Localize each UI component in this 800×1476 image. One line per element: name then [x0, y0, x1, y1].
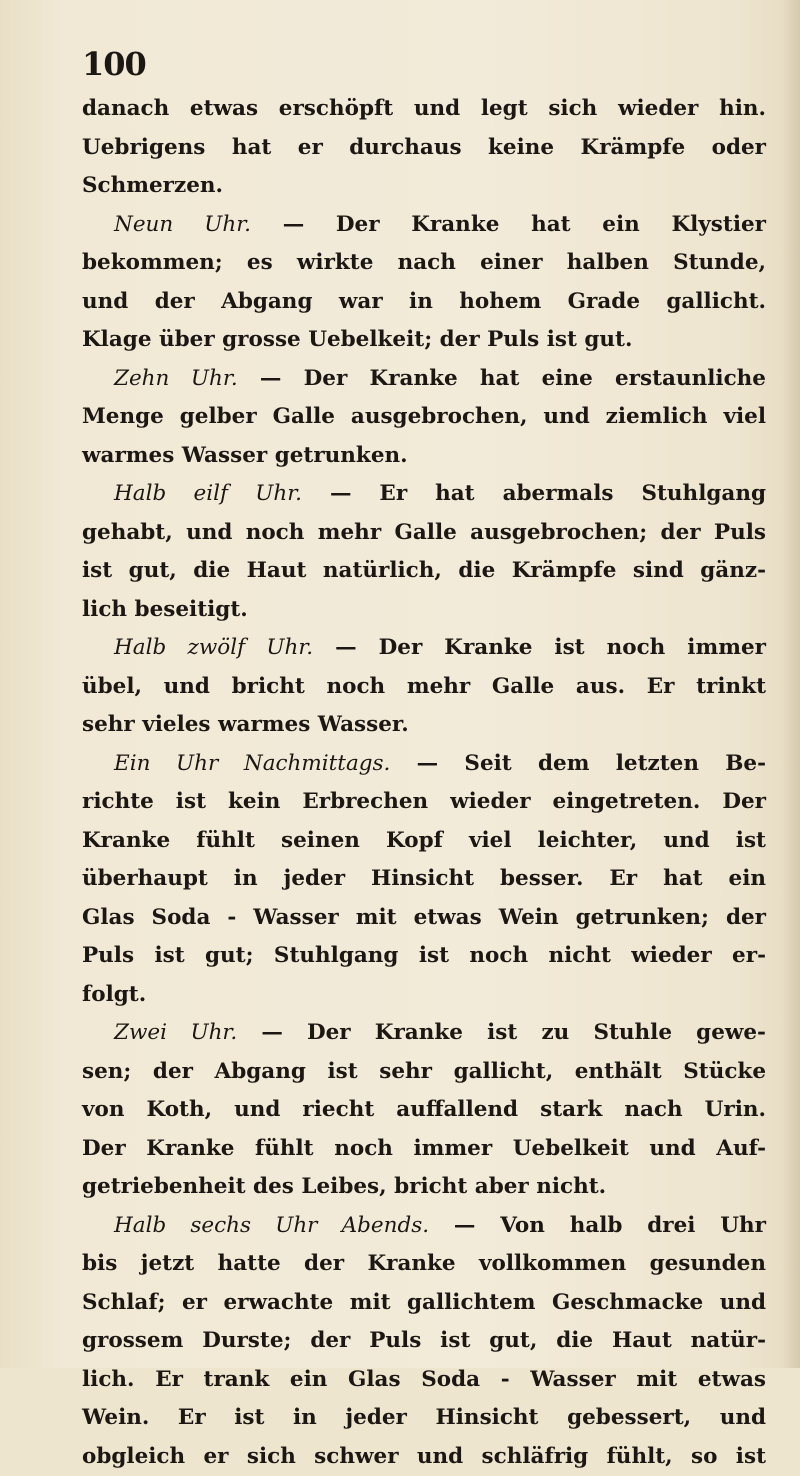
line-text: — Er hat abermals Stuhlgang — [330, 481, 766, 506]
entry-first-line — [82, 1207, 766, 1246]
entry-time: Halb sechs Uhr Abends. — [114, 1213, 429, 1238]
line-text: übel, und bricht noch mehr Galle aus. Er trinkt — [82, 674, 766, 699]
text-line — [82, 937, 766, 976]
text-line — [82, 90, 766, 129]
text-line — [82, 591, 766, 630]
text-line — [82, 321, 766, 360]
line-text: ist gut, die Haut natürlich, die Krämpfe sind gänz- — [82, 558, 766, 583]
text-line — [82, 283, 766, 322]
page-number: 100 — [82, 48, 146, 80]
line-text: von Koth, und riecht auffallend stark nach Urin. — [82, 1097, 766, 1122]
line-text: grossem Durste; der Puls ist gut, die Haut natür- — [82, 1328, 766, 1353]
line-text: lich. Er trank ein Glas Soda - Wasser mit etwas — [82, 1367, 766, 1392]
line-text: getriebenheit des Leibes, bricht aber nicht. — [82, 1174, 606, 1199]
line-text: Glas Soda - Wasser mit etwas Wein getrunken; der — [82, 905, 766, 930]
entry-time: Neun Uhr. — [114, 212, 251, 237]
text-line — [82, 552, 766, 591]
text-line — [82, 514, 766, 553]
line-text: Uebrigens hat er durchaus keine Krämpfe oder — [82, 135, 766, 160]
text-line — [82, 1053, 766, 1092]
text-line — [82, 668, 766, 707]
line-text: überhaupt in jeder Hinsicht besser. Er hat ein — [82, 866, 766, 891]
text-line — [82, 1361, 766, 1400]
text-line — [82, 167, 766, 206]
line-text: Menge gelber Galle ausgebrochen, und ziemlich viel — [82, 404, 766, 429]
line-text: — Der Kranke hat ein Klystier — [283, 212, 766, 237]
text-line — [82, 1284, 766, 1323]
entry-first-line — [82, 206, 766, 245]
line-text: Der Kranke fühlt noch immer Uebelkeit und Auf- — [82, 1136, 766, 1161]
line-text: bis jetzt hatte der Kranke vollkommen gesunden — [82, 1251, 766, 1276]
text-line — [82, 398, 766, 437]
entry-first-line — [82, 1014, 766, 1053]
line-text: gehabt, und noch mehr Galle ausgebrochen; der Puls — [82, 520, 766, 545]
entry-time: Zwei Uhr. — [114, 1020, 237, 1045]
text-line — [82, 1399, 766, 1438]
text-line — [82, 244, 766, 283]
entry-time: Halb eilf Uhr. — [114, 481, 302, 506]
entry-time: Zehn Uhr. — [114, 366, 238, 391]
line-text: — Von halb drei Uhr — [454, 1213, 766, 1238]
line-text: sehr vieles warmes Wasser. — [82, 712, 409, 737]
text-line — [82, 706, 766, 745]
line-text: Wein. Er ist in jeder Hinsicht gebessert, und — [82, 1405, 766, 1430]
text-line — [82, 129, 766, 168]
line-text: Kranke fühlt seinen Kopf viel leichter, und ist — [82, 828, 766, 853]
line-text: lich beseitigt. — [82, 597, 248, 622]
text-line — [82, 1322, 766, 1361]
line-text: bekommen; es wirkte nach einer halben Stunde, — [82, 250, 766, 275]
line-text: — Der Kranke ist zu Stuhle gewe- — [261, 1020, 766, 1045]
line-text: — Seit dem letzten Be- — [417, 751, 766, 776]
text-line — [82, 976, 766, 1015]
entry-first-line — [82, 629, 766, 668]
entry-time: Ein Uhr Nachmittags. — [114, 751, 390, 776]
line-text: danach etwas erschöpft und legt sich wieder hin. — [82, 96, 766, 121]
text-line — [82, 1130, 766, 1169]
body-text — [82, 90, 766, 1476]
line-text: richte ist kein Erbrechen wieder eingetreten. Der — [82, 789, 766, 814]
line-text: Schlaf; er erwachte mit gallichtem Geschmacke und — [82, 1290, 766, 1315]
line-text: — Der Kranke ist noch immer — [335, 635, 766, 660]
line-text: Puls ist gut; Stuhlgang ist noch nicht wieder er- — [82, 943, 766, 968]
entry-first-line — [82, 360, 766, 399]
line-text: Schmerzen. — [82, 173, 223, 198]
text-line — [82, 1168, 766, 1207]
line-text: sen; der Abgang ist sehr gallicht, enthält Stücke — [82, 1059, 766, 1084]
line-text: — Der Kranke hat eine erstaunliche — [260, 366, 766, 391]
line-text: folgt. — [82, 982, 146, 1007]
line-text: warmes Wasser getrunken. — [82, 443, 408, 468]
line-text: Klage über grosse Uebelkeit; der Puls ist gut. — [82, 327, 632, 352]
text-line — [82, 860, 766, 899]
text-line — [82, 822, 766, 861]
page-edge-shadow — [782, 0, 800, 1368]
text-line — [82, 437, 766, 476]
text-line — [82, 1245, 766, 1284]
entry-first-line — [82, 745, 766, 784]
line-text: und der Abgang war in hohem Grade gallicht. — [82, 289, 766, 314]
text-line — [82, 783, 766, 822]
text-line — [82, 899, 766, 938]
entry-time: Halb zwölf Uhr. — [114, 635, 313, 660]
entry-first-line — [82, 475, 766, 514]
line-text: obgleich er sich schwer und schläfrig fühlt, so ist — [82, 1444, 766, 1469]
text-line — [82, 1091, 766, 1130]
text-line — [82, 1438, 766, 1476]
